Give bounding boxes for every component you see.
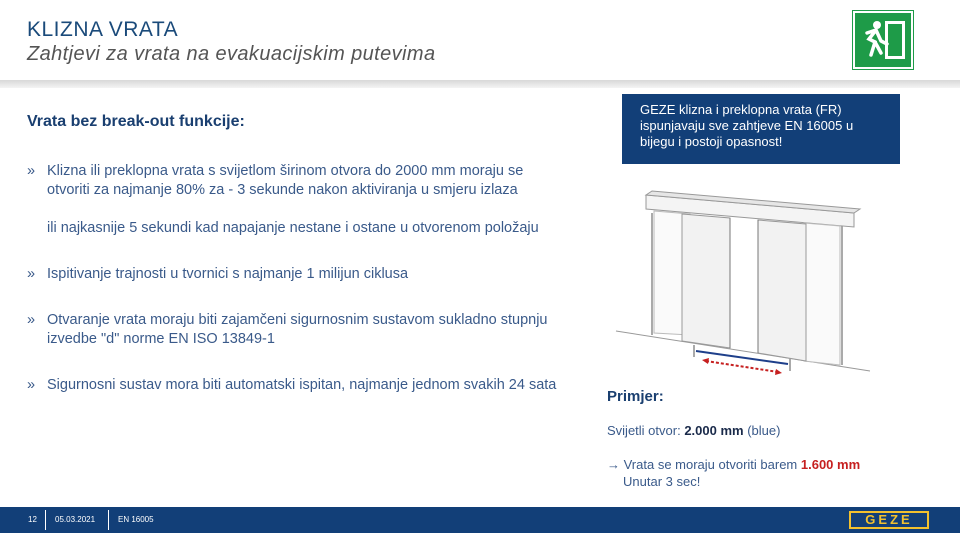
bullet-mark: » xyxy=(27,312,36,328)
bullet-mark: » xyxy=(27,377,36,393)
sliding-door-illustration xyxy=(612,183,874,383)
list-item-text: Otvaranje vrata moraju biti zajamčeni sigurnosnim sustavom sukladno stupnju izvedbe "d" norme EN ISO 13849-1 xyxy=(47,312,548,347)
clear-width-note: (blue) xyxy=(743,423,781,438)
list-item-text: Sigurnosni sustav mora biti automatski ispitan, najmanje jednom svakih 24 sata xyxy=(47,377,557,393)
footer-bar xyxy=(0,507,960,533)
header-divider xyxy=(0,80,960,88)
result-value: 1.600 mm xyxy=(800,457,861,472)
footer-date: 05.03.2021 xyxy=(55,515,96,524)
list-item xyxy=(27,311,567,349)
info-box: GEZE klizna i preklopna vrata (FR) ispunjavaju sve zahtjeve EN 16005 u bijegu i postoji opasnost! xyxy=(622,94,900,164)
list-item xyxy=(27,376,567,395)
example-heading: Primjer: xyxy=(607,388,664,405)
list-item xyxy=(27,265,567,284)
bullet-mark: » xyxy=(27,266,36,282)
clear-width-label: Svijetli otvor: xyxy=(607,423,685,438)
geze-logo: GEZE xyxy=(849,511,929,529)
list-item-text: ili najkasnije 5 sekundi kad napajanje nestane i ostane u otvorenom položaju xyxy=(47,220,539,236)
opening-result xyxy=(607,456,860,490)
bullet-mark: » xyxy=(27,163,36,179)
list-item-text: Ispitivanje trajnosti u tvornici s najmanje 1 milijun ciklusa xyxy=(47,266,409,282)
footer-standard: EN 16005 xyxy=(118,515,154,524)
page-subtitle: Zahtjevi za vrata na evakuacijskim putevima xyxy=(27,43,436,65)
list-item xyxy=(27,162,567,200)
page-title: KLIZNA VRATA xyxy=(27,18,179,41)
section-heading: Vrata bez break-out funkcije: xyxy=(27,113,245,130)
result-prefix: → Vrata se moraju otvoriti barem xyxy=(607,457,801,472)
list-item-continuation xyxy=(27,219,567,238)
result-time: Unutar 3 sec! xyxy=(623,474,701,489)
footer-divider xyxy=(45,510,46,530)
list-item-text: Klizna ili preklopna vrata s svijetlom širinom otvora do 2000 mm moraju se otvoriti za najmanje 80% za - 3 sekunde nakon aktiviranja u smjeru izlaza xyxy=(47,163,524,198)
footer-divider xyxy=(108,510,109,530)
emergency-exit-icon xyxy=(853,11,913,69)
clear-width-value: 2.000 mm xyxy=(684,423,744,438)
clear-width-line xyxy=(607,423,780,438)
page-number: 12 xyxy=(28,515,37,524)
header xyxy=(0,0,960,80)
requirements-list xyxy=(27,162,567,422)
